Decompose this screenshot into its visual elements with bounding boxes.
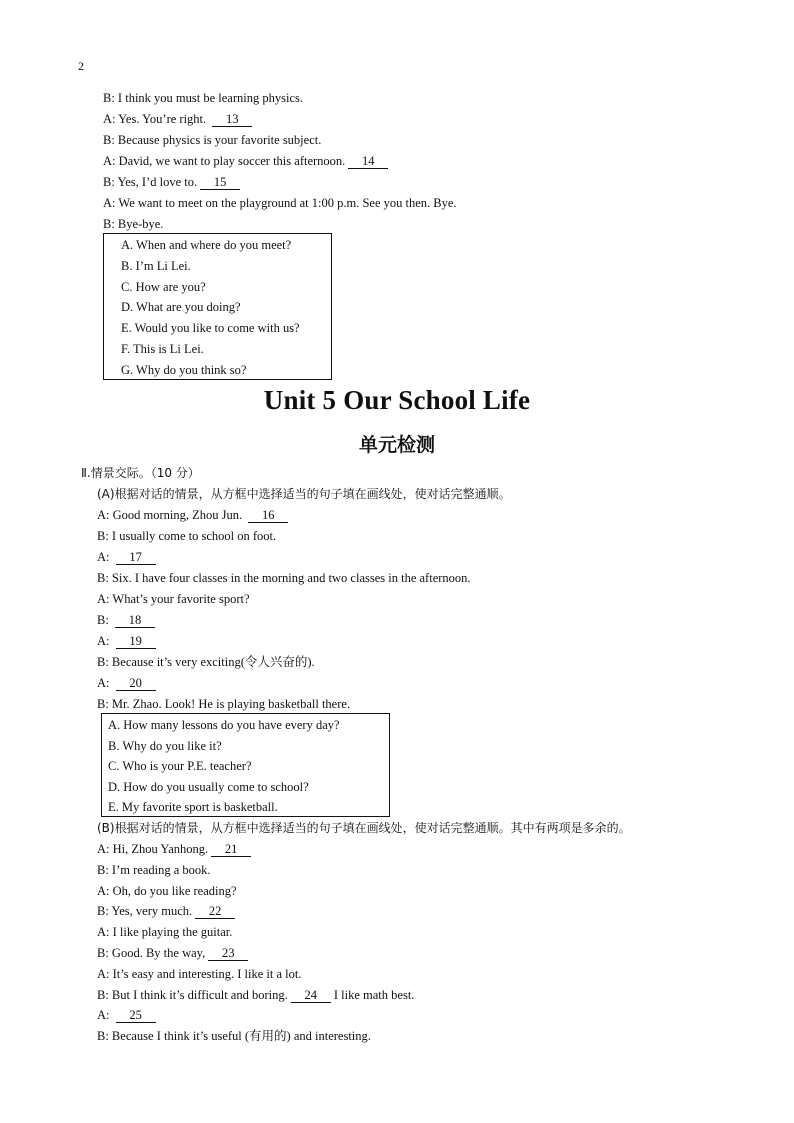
option-item: C. Who is your P.E. teacher? xyxy=(108,759,252,774)
option-item: D. What are you doing? xyxy=(121,300,241,315)
option-item: A. When and where do you meet? xyxy=(121,238,292,252)
option-item: B. I’m Li Lei. xyxy=(121,258,191,273)
dialogue-text: A: Yes. You’re right. xyxy=(103,112,210,126)
dialogue-text: B: I’m reading a book. xyxy=(97,862,211,877)
section-heading: Ⅱ.情景交际。（10 分） xyxy=(81,466,200,480)
dialogue-text: A: xyxy=(97,634,113,648)
dialogue-text: B: Because I think it’s useful (有用的) and interesting. xyxy=(97,1029,371,1044)
partB-instruction: (B)根据对话的情景，从方框中选择适当的句子填在画线处，使对话完整通顺。其中有两项是多余的。 xyxy=(97,821,631,835)
answer-blank[interactable]: 14 xyxy=(348,154,388,169)
dialogue-text: B: Mr. Zhao. Look! He is playing basketball there. xyxy=(97,697,351,711)
option-item: F. This is Li Lei. xyxy=(121,342,204,356)
answer-blank[interactable]: 17 xyxy=(116,550,156,565)
dialogue-line xyxy=(103,174,240,190)
dialogue-line xyxy=(103,111,252,127)
dialogue-line xyxy=(97,924,232,940)
dialogue-text: B: Yes, I’d love to. xyxy=(103,175,198,189)
answer-blank[interactable]: 16 xyxy=(248,508,288,523)
dialogue-line xyxy=(97,987,414,1003)
dialogue-line xyxy=(103,153,388,169)
dialogue-text: B: Bye-bye. xyxy=(103,217,164,231)
dialogue-text: B: Because it’s very exciting(令人兴奋的). xyxy=(97,655,315,669)
option-item: G. Why do you think so? xyxy=(121,362,247,377)
dialogue-text: A: Oh, do you like reading? xyxy=(97,883,237,898)
dialogue-line xyxy=(97,945,248,961)
dialogue-text: A: xyxy=(97,676,113,690)
dialogue-line xyxy=(97,883,237,899)
answer-blank[interactable]: 13 xyxy=(212,112,252,127)
dialogue-line xyxy=(97,1028,371,1044)
option-item: B. Why do you like it? xyxy=(108,738,222,753)
option-item: E. My favorite sport is basketball. xyxy=(108,800,278,815)
answer-blank[interactable]: 24 xyxy=(291,988,331,1003)
dialogue-line xyxy=(97,591,250,607)
dialogue-line xyxy=(103,216,163,232)
dialogue-text: B: Because physics is your favorite subject. xyxy=(103,133,322,147)
dialogue-line xyxy=(97,841,251,857)
answer-blank[interactable]: 18 xyxy=(115,613,155,628)
partA-instruction: (A)根据对话的情景，从方框中选择适当的句子填在画线处，使对话完整通顺。 xyxy=(97,487,511,501)
answer-blank[interactable]: 15 xyxy=(200,175,240,190)
dialogue-line xyxy=(97,528,276,544)
dialogue-text: I like math best. xyxy=(330,987,415,1002)
answer-blank[interactable]: 19 xyxy=(116,634,156,649)
dialogue-text: A: What’s your favorite sport? xyxy=(97,592,250,606)
option-item: A. How many lessons do you have every day? xyxy=(108,718,340,732)
dialogue-line xyxy=(97,696,350,712)
option-item: E. Would you like to come with us? xyxy=(121,321,300,336)
answer-blank[interactable]: 21 xyxy=(211,842,251,857)
page-number: 2 xyxy=(78,59,84,73)
dialogue-line xyxy=(97,633,156,649)
dialogue-text: A: Hi, Zhou Yanhong. xyxy=(97,842,209,856)
dialogue-text: B: I think you must be learning physics. xyxy=(103,91,303,105)
dialogue-line xyxy=(97,570,471,586)
dialogue-text: B: xyxy=(97,613,112,627)
dialogue-text: B: Good. By the way, xyxy=(97,946,206,960)
dialogue-line xyxy=(97,966,301,982)
dialogue-text: A: xyxy=(97,1008,113,1023)
dialogue-line xyxy=(103,195,457,211)
dialogue-line xyxy=(97,862,211,878)
dialogue-text: B: Yes, very much. xyxy=(97,904,193,919)
answer-blank[interactable]: 25 xyxy=(116,1008,156,1023)
dialogue-line xyxy=(103,90,303,106)
dialogue-line xyxy=(103,132,321,148)
dialogue-line xyxy=(97,612,155,628)
answer-blank[interactable]: 23 xyxy=(208,946,248,961)
dialogue-text: B: I usually come to school on foot. xyxy=(97,529,277,543)
options-box-part1 xyxy=(103,233,332,380)
dialogue-line xyxy=(97,903,235,919)
answer-blank[interactable]: 20 xyxy=(116,676,156,691)
unit-title: Unit 5 Our School Life xyxy=(263,385,531,415)
options-box-partA xyxy=(101,713,390,817)
dialogue-line xyxy=(97,549,156,565)
dialogue-line xyxy=(97,507,288,523)
answer-blank[interactable]: 22 xyxy=(195,904,235,919)
option-item: D. How do you usually come to school? xyxy=(108,779,309,794)
dialogue-text: A: xyxy=(97,550,113,564)
dialogue-text: A: David, we want to play soccer this afternoon. xyxy=(103,154,346,168)
dialogue-text: B: But I think it’s difficult and boring. xyxy=(97,987,288,1002)
dialogue-text: A: It’s easy and interesting. I like it a lot. xyxy=(97,966,302,981)
unit-subtitle: 单元检测 xyxy=(358,434,435,456)
option-item: C. How are you? xyxy=(121,279,206,294)
dialogue-line xyxy=(97,654,315,670)
dialogue-line xyxy=(97,1007,156,1023)
dialogue-line xyxy=(97,675,156,691)
dialogue-text: B: Six. I have four classes in the morning and two classes in the afternoon. xyxy=(97,571,471,585)
dialogue-text: A: We want to meet on the playground at 1:00 p.m. See you then. Bye. xyxy=(103,196,457,210)
dialogue-text: A: I like playing the guitar. xyxy=(97,925,233,940)
dialogue-text: A: Good morning, Zhou Jun. xyxy=(97,508,246,522)
